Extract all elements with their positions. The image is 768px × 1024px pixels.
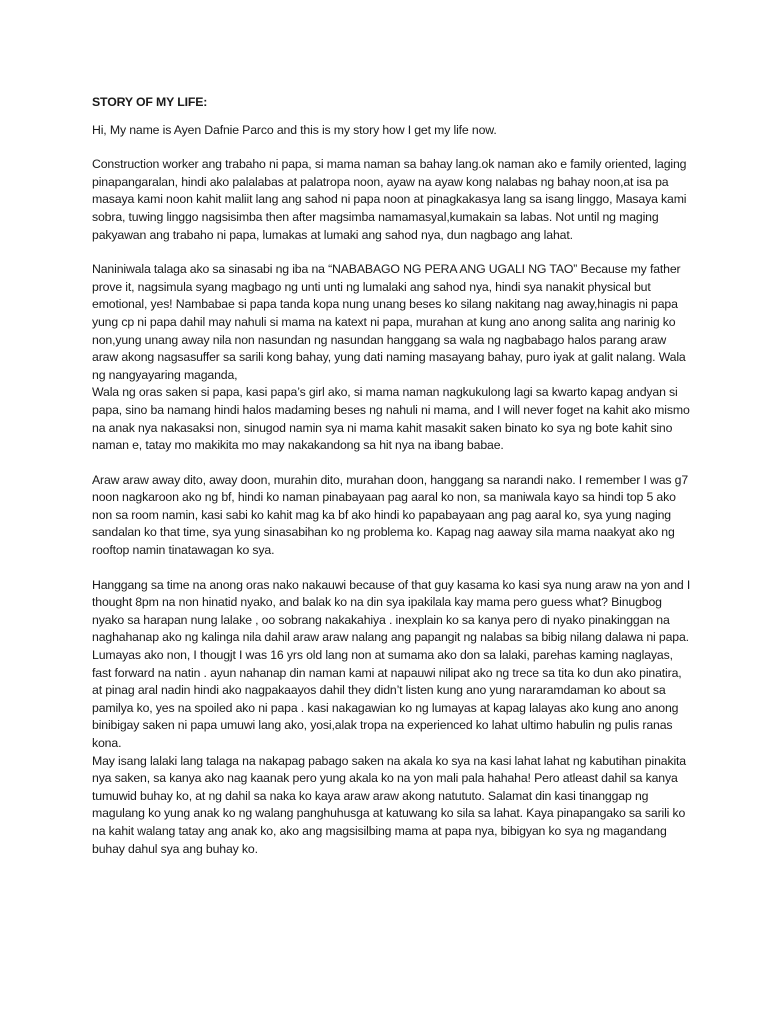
paragraph-runaway: Hanggang sa time na anong oras nako nakauwi because of that guy kasama ko kasi sya nung araw na yon and I thought 8pm na non hinatid nyako, and balak ko na din sya ipakilala kay mama pero guess what? Binugbog nyako sa harapan nung lalake , oo sobrang nakakahiya . inexplain ko sa kanya pero di nyako pinakinggan na naghahanap ako ng kalinga nila dahil araw araw nalang ang papangit ng nalabas sa bibig nilang dalawa ni papa. Lumayas ako non, I thougjt I was 16 yrs old lang non at sumama ako don sa lalaki, parehas kaming naglayas, fast forward na natin . ayun nahanap din naman kami at napauwi nilipat ako ng trece sa tita ko dun ako pinatira, at pinag aral nadin hindi ako nagpakaayos dahil they didn’t listen kung ano yung nararamdaman ko about sa pamilya ko, yes na spoiled ako ni papa . kasi nakagawian ko ng lumayas at kapag lalayas ako kung ano anong binibigay saken ni papa umuwi lang ako, yosi,alak tropa na experienced ko lahat ultimo habulin ng pulis ranas kona. <box>92 577 691 750</box>
document-title: STORY OF MY LIFE: <box>92 95 208 109</box>
paragraph-child: May isang lalaki lang talaga na nakapag pabago saken na akala ko sya na kasi lahat lahat ng kabutihan pinakita nya saken, sa kanya ako nag kaanak pero yung akala ko na yon mali pala hahaha! Pero atleast dahil sa kanya tumuwid buhay ko, at ng dahil sa naka ko kaya araw araw akong natututo. Salamat din kasi tinanggap ng magulang ko yung anak ko ng walang panghuhusga at katuwang ko sila sa lahat. Kaya pinapangako sa sarili ko na kahit walang tatay ang anak ko, ako ang magsisilbing mama at papa nya, bibigyan ko sya ng magandang buhay dahul sya ang buhay ko. <box>92 753 686 856</box>
paragraph-papa: Wala ng oras saken si papa, kasi papa’s girl ako, si mama naman nagkukulong lagi sa kwarto kapag andyan si papa, sino ba namang hindi halos madaming beses ng nahuli ni mama, and I will never foget na kahit ako mismo na anak nya nakasaksi non, sinugod namin sya ni mama kahit masakit saken binato ko sya ng bote kahit sino naman e, tatay mo makikita mo may nakakandong sa hit nya na ibang babae. <box>92 385 690 453</box>
document-page <box>92 94 692 875</box>
paragraph-intro: Hi, My name is Ayen Dafnie Parco and this is my story how I get my life now. <box>92 122 497 137</box>
paragraph-change: Naniniwala talaga ako sa sinasabi ng iba na “NABABAGO NG PERA ANG UGALI NG TAO” Because my father prove it, nagsimula syang magbago ng unti unti ng lumalaki ang sahod nya, hindi sya nanakit physical but emotional, yes! Nambabae si papa tanda kopa nung unang beses ko silang nakitang nag away,hinagis ni papa yung cp ni papa dahil may nahuli si mama na katext ni papa, murahan at kung ano anong salita ang narinig ko non,yung unang away nila non nasundan ng nasundan hanggang sa wala ng nagbabago halos parang araw araw akong nagsasuffer sa sarili kong bahay, yung dati naming masayang bahay, puro iyak at galit nalang. Wala ng nangyayaring maganda, <box>92 262 686 382</box>
paragraph-arguments: Araw araw away dito, away doon, murahin dito, murahan doon, hanggang sa narandi nako. I remember I was g7 noon nagkaroon ako ng bf, hindi ko naman pinabayaan pag aaral ko non, sa maniwala kayo sa hindi top 5 ako non sa room namin, kasi sabi ko kahit mag ka bf ako hindi ko papabayaan ang pag aaral ko, sya yung naging sandalan ko that time, sya yung sinasabihan ko ng problema ko. Kapag nag aaway sila mama naakyat ako ng rooftop namin tinatawagan ko sya. <box>92 472 689 558</box>
paragraph-family: Construction worker ang trabaho ni papa, si mama naman sa bahay lang.ok naman ako e family oriented, laging pinapangaralan, hindi ako palalabas at palatropa noon, ayaw na ayaw kong nalabas ng bahay noon,at isa pa masaya kami noon kahit maliit lang ang sahod ni papa noon at pinagkakasya lang sa isang linggo, Masaya kami sobra, tuwing linggo nagsisimba then after magsimba namamasyal,kumakain sa labas. Not until ng maging pakyawan ang trabaho ni papa, lumakas at lumaki ang sahod nya, dun nagbago ang lahat. <box>92 157 687 242</box>
